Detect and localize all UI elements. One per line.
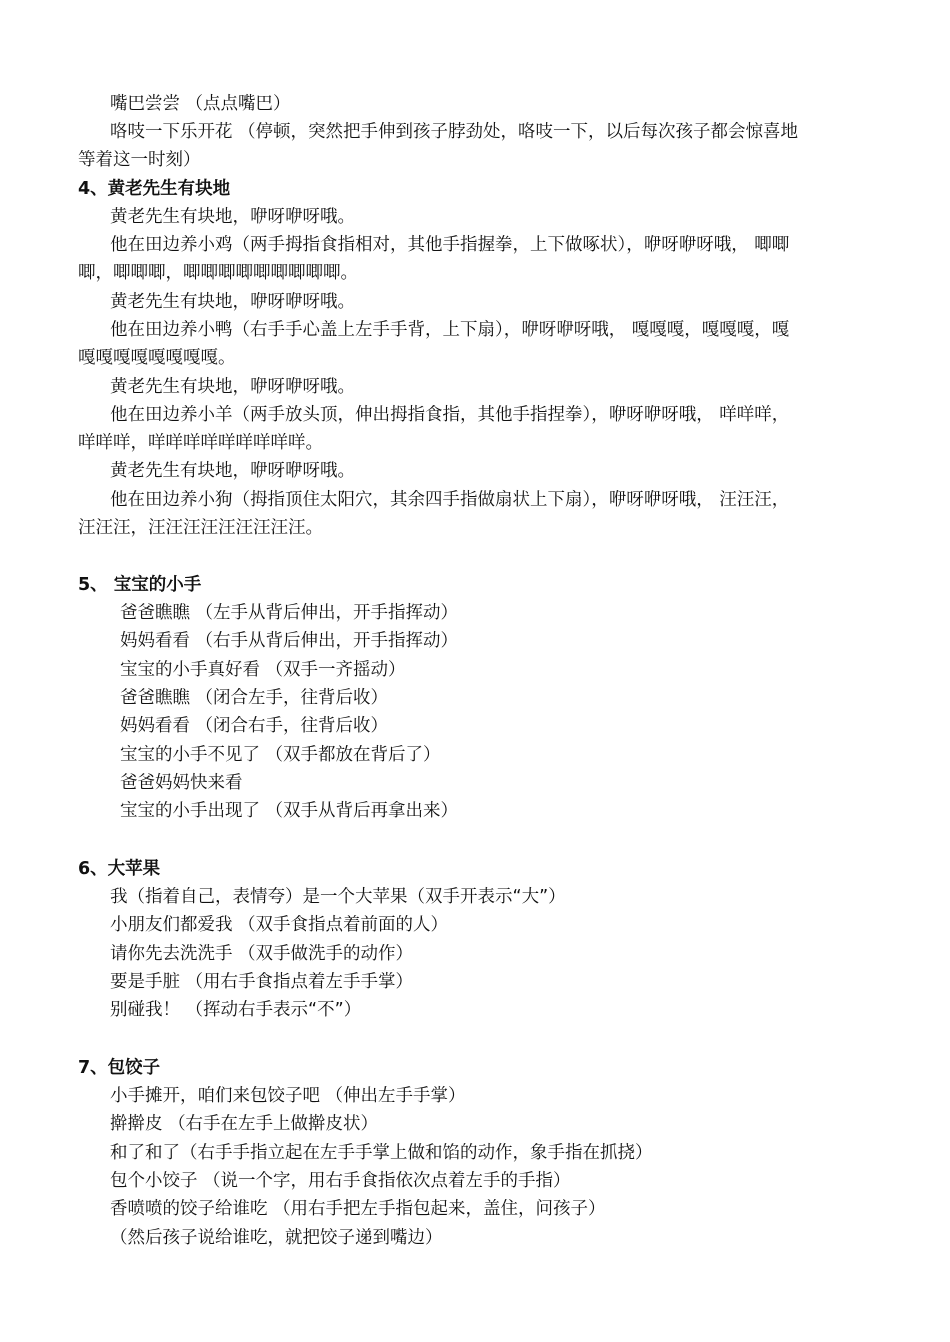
text-line: 擀擀皮 （右手在左手上做擀皮状） bbox=[110, 1114, 379, 1134]
text-line: 黄老先生有块地，咿呀咿呀哦。 bbox=[110, 461, 355, 481]
text-line: 等着这一时刻） bbox=[78, 150, 201, 170]
text-line: 咯吱一下乐开花 （停顿，突然把手伸到孩子脖劲处，咯吱一下，以后每次孩子都会惊喜地 bbox=[110, 122, 799, 142]
text-line: 宝宝的小手出现了 （双手从背后再拿出来） bbox=[120, 801, 459, 821]
text-line: 黄老先生有块地，咿呀咿呀哦。 bbox=[110, 292, 355, 312]
section-heading-6: 6、大苹果 bbox=[78, 859, 161, 879]
text-line: 爸爸妈妈快来看 bbox=[120, 773, 243, 793]
text-line: 宝宝的小手真好看 （双手一齐摇动） bbox=[120, 660, 406, 680]
text-line: 妈妈看看 （闭合右手，往背后收） bbox=[120, 716, 389, 736]
text-line: 小朋友们都爱我 （双手食指点着前面的人） bbox=[110, 915, 449, 935]
text-line: 小手摊开，咱们来包饺子吧 （伸出左手手掌） bbox=[110, 1086, 466, 1106]
text-line: 我（指着自己，表情夸）是一个大苹果（双手开表示“大”） bbox=[110, 887, 566, 907]
text-line: 爸爸瞧瞧 （左手从背后伸出，开手指挥动） bbox=[120, 603, 459, 623]
text-line: 请你先去洗洗手 （双手做洗手的动作） bbox=[110, 944, 414, 964]
text-line: 他在田边养小羊（两手放头顶，伸出拇指食指，其他手指捏拳），咿呀咿呀哦， 咩咩咩， bbox=[110, 405, 790, 425]
text-line: 香喷喷的饺子给谁吃 （用右手把左手指包起来，盖住，问孩子） bbox=[110, 1199, 606, 1219]
text-line: 别碰我！ （挥动右手表示“不”） bbox=[110, 1000, 362, 1020]
section-heading-4: 4、黄老先生有块地 bbox=[78, 179, 231, 199]
text-line: 爸爸瞧瞧 （闭合左手，往背后收） bbox=[120, 688, 389, 708]
text-line: 汪汪汪，汪汪汪汪汪汪汪汪汪。 bbox=[78, 518, 323, 538]
text-line: 他在田边养小鸭（右手手心盖上左手手背，上下扇），咿呀咿呀哦， 嘎嘎嘎，嘎嘎嘎，嘎 bbox=[110, 320, 790, 340]
text-line: 嘴巴尝尝 （点点嘴巴） bbox=[110, 94, 291, 114]
text-line: 包个小饺子 （说一个字，用右手食指依次点着左手的手指） bbox=[110, 1171, 571, 1191]
text-line: 他在田边养小鸡（两手拇指食指相对，其他手指握拳，上下做啄状），咿呀咿呀哦， 唧唧 bbox=[110, 235, 790, 255]
text-line: 妈妈看看 （右手从背后伸出，开手指挥动） bbox=[120, 631, 459, 651]
section-heading-5: 5、 宝宝的小手 bbox=[78, 575, 202, 595]
section-heading-7: 7、包饺子 bbox=[78, 1058, 161, 1078]
text-line: （然后孩子说给谁吃，就把饺子递到嘴边） bbox=[110, 1228, 443, 1248]
text-line: 唧，唧唧唧，唧唧唧唧唧唧唧唧唧。 bbox=[78, 263, 358, 283]
text-line: 黄老先生有块地，咿呀咿呀哦。 bbox=[110, 377, 355, 397]
text-line: 嘎嘎嘎嘎嘎嘎嘎嘎。 bbox=[78, 348, 236, 368]
text-line: 宝宝的小手不见了 （双手都放在背后了） bbox=[120, 745, 441, 765]
text-line: 要是手脏 （用右手食指点着左手手掌） bbox=[110, 972, 414, 992]
text-line: 咩咩咩，咩咩咩咩咩咩咩咩咩。 bbox=[78, 433, 323, 453]
text-line: 和了和了（右手手指立起在左手手掌上做和馅的动作，象手指在抓挠） bbox=[110, 1143, 653, 1163]
text-line: 黄老先生有块地，咿呀咿呀哦。 bbox=[110, 207, 355, 227]
text-line: 他在田边养小狗（拇指顶住太阳穴，其余四手指做扇状上下扇），咿呀咿呀哦， 汪汪汪， bbox=[110, 490, 790, 510]
